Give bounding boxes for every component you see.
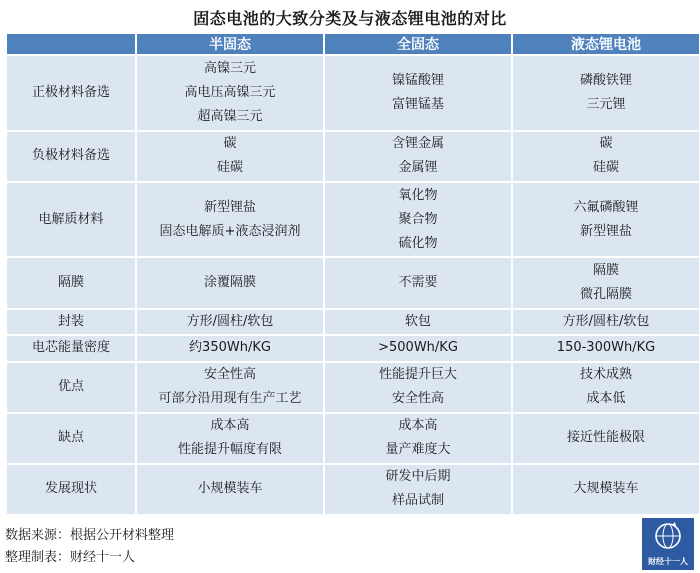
cell-semi-solid (137, 414, 323, 463)
cell-line: 高电压高镍三元 (184, 84, 276, 100)
cell-line: 接近性能极限 (566, 430, 645, 446)
cell-semi-solid (137, 310, 323, 335)
cell-line: 性能提升幅度有限 (177, 442, 282, 458)
row-label: 隔膜 (7, 258, 135, 307)
cell-all-solid (325, 336, 511, 361)
header-cell-liquid: 液态锂电池 (513, 34, 699, 54)
cell-line: 超高镍三元 (197, 108, 263, 124)
cell-line: 三元锂 (586, 96, 626, 112)
table-row (7, 132, 699, 181)
cell-all-solid (325, 183, 511, 257)
cell-line: 新型锂盐 (203, 199, 256, 215)
cell-semi-solid (137, 336, 323, 361)
cell-line: 成本高 (398, 418, 438, 434)
cell-all-solid (325, 465, 511, 514)
cell-liquid (513, 258, 699, 307)
cell-line: 富锂锰基 (391, 96, 444, 112)
cell-semi-solid (137, 465, 323, 514)
cell-line: 研发中后期 (385, 469, 451, 485)
cell-line: 安全性高 (203, 367, 256, 383)
cell-liquid (513, 183, 699, 257)
cell-line: 微孔隔膜 (579, 286, 632, 302)
table-row (7, 258, 699, 307)
header-cell-all-solid: 全固态 (325, 34, 511, 54)
cell-line: >500Wh/KG (378, 340, 458, 356)
cell-line: 硅碳 (216, 160, 243, 176)
cell-line: 涂覆隔膜 (203, 274, 256, 290)
table-row (7, 336, 699, 361)
row-label: 缺点 (7, 414, 135, 463)
cell-line: 隔膜 (592, 262, 619, 278)
cell-line: 氧化物 (398, 187, 438, 203)
cell-line: 性能提升巨大 (378, 367, 457, 383)
cell-line: 磷酸铁锂 (579, 72, 632, 88)
cell-line: 六氟磷酸锂 (573, 199, 639, 215)
header-row (7, 34, 699, 54)
cell-line: 量产难度大 (385, 442, 451, 458)
cell-all-solid (325, 56, 511, 130)
globe-icon (642, 518, 694, 558)
cell-all-solid (325, 258, 511, 307)
brand-logo (642, 518, 694, 570)
cell-semi-solid (137, 132, 323, 181)
cell-line: 高镍三元 (203, 60, 256, 76)
row-label: 电芯能量密度 (7, 336, 135, 361)
page-title: 固态电池的大致分类及与液态锂电池的对比 (193, 9, 507, 28)
table-row (7, 363, 699, 412)
cell-semi-solid (137, 56, 323, 130)
cell-line: 碳 (599, 136, 613, 152)
cell-line: 成本高 (210, 418, 250, 434)
compiler-note: 整理制表：财经十一人 (5, 550, 136, 565)
row-label: 发展现状 (7, 465, 135, 514)
cell-all-solid (325, 414, 511, 463)
table-row (7, 465, 699, 514)
cell-liquid (513, 465, 699, 514)
row-label: 负极材料备选 (7, 132, 135, 181)
cell-line: 含锂金属 (391, 136, 444, 152)
cell-liquid (513, 414, 699, 463)
header-cell-semi-solid: 半固态 (137, 34, 323, 54)
cell-line: 镍锰酸锂 (391, 72, 444, 88)
cell-semi-solid (137, 183, 323, 257)
cell-line: 可部分沿用现有生产工艺 (158, 391, 302, 407)
cell-liquid (513, 132, 699, 181)
cell-line: 聚合物 (398, 211, 438, 227)
cell-all-solid (325, 310, 511, 335)
cell-all-solid (325, 363, 511, 412)
cell-liquid (513, 56, 699, 130)
cell-line: 小规模装车 (197, 481, 263, 497)
cell-line: 技术成熟 (579, 367, 632, 383)
table-row (7, 183, 699, 257)
table-row (7, 310, 699, 335)
source-note: 数据来源：根据公开材料整理 (5, 528, 175, 543)
cell-line: 固态电解质+液态浸润剂 (159, 223, 301, 239)
cell-line: 金属锂 (398, 160, 438, 176)
cell-line: 不需要 (398, 274, 438, 290)
cell-line: 硅碳 (592, 160, 619, 176)
table-row (7, 414, 699, 463)
row-label: 优点 (7, 363, 135, 412)
cell-line: 碳 (223, 136, 237, 152)
cell-line: 150-300Wh/KG (556, 340, 656, 356)
row-label: 正极材料备选 (7, 56, 135, 130)
cell-line: 新型锂盐 (579, 223, 632, 239)
cell-line: 样品试制 (391, 493, 444, 509)
table-row (7, 56, 699, 130)
comparison-table (5, 32, 700, 516)
cell-liquid (513, 336, 699, 361)
cell-semi-solid (137, 258, 323, 307)
cell-liquid (513, 310, 699, 335)
cell-line: 约350Wh/KG (189, 340, 271, 356)
cell-line: 成本低 (586, 391, 626, 407)
cell-line: 硫化物 (398, 235, 438, 251)
cell-line: 软包 (404, 313, 431, 329)
cell-line: 大规模装车 (573, 481, 639, 497)
logo-text: 财经十一人 (648, 557, 688, 566)
row-label: 封装 (7, 310, 135, 335)
cell-line: 方形/圆柱/软包 (562, 313, 650, 329)
cell-all-solid (325, 132, 511, 181)
cell-semi-solid (137, 363, 323, 412)
cell-line: 安全性高 (391, 391, 444, 407)
row-label: 电解质材料 (7, 183, 135, 257)
cell-line: 方形/圆柱/软包 (186, 313, 274, 329)
header-cell-empty (7, 34, 135, 54)
cell-liquid (513, 363, 699, 412)
table-body (7, 56, 699, 514)
